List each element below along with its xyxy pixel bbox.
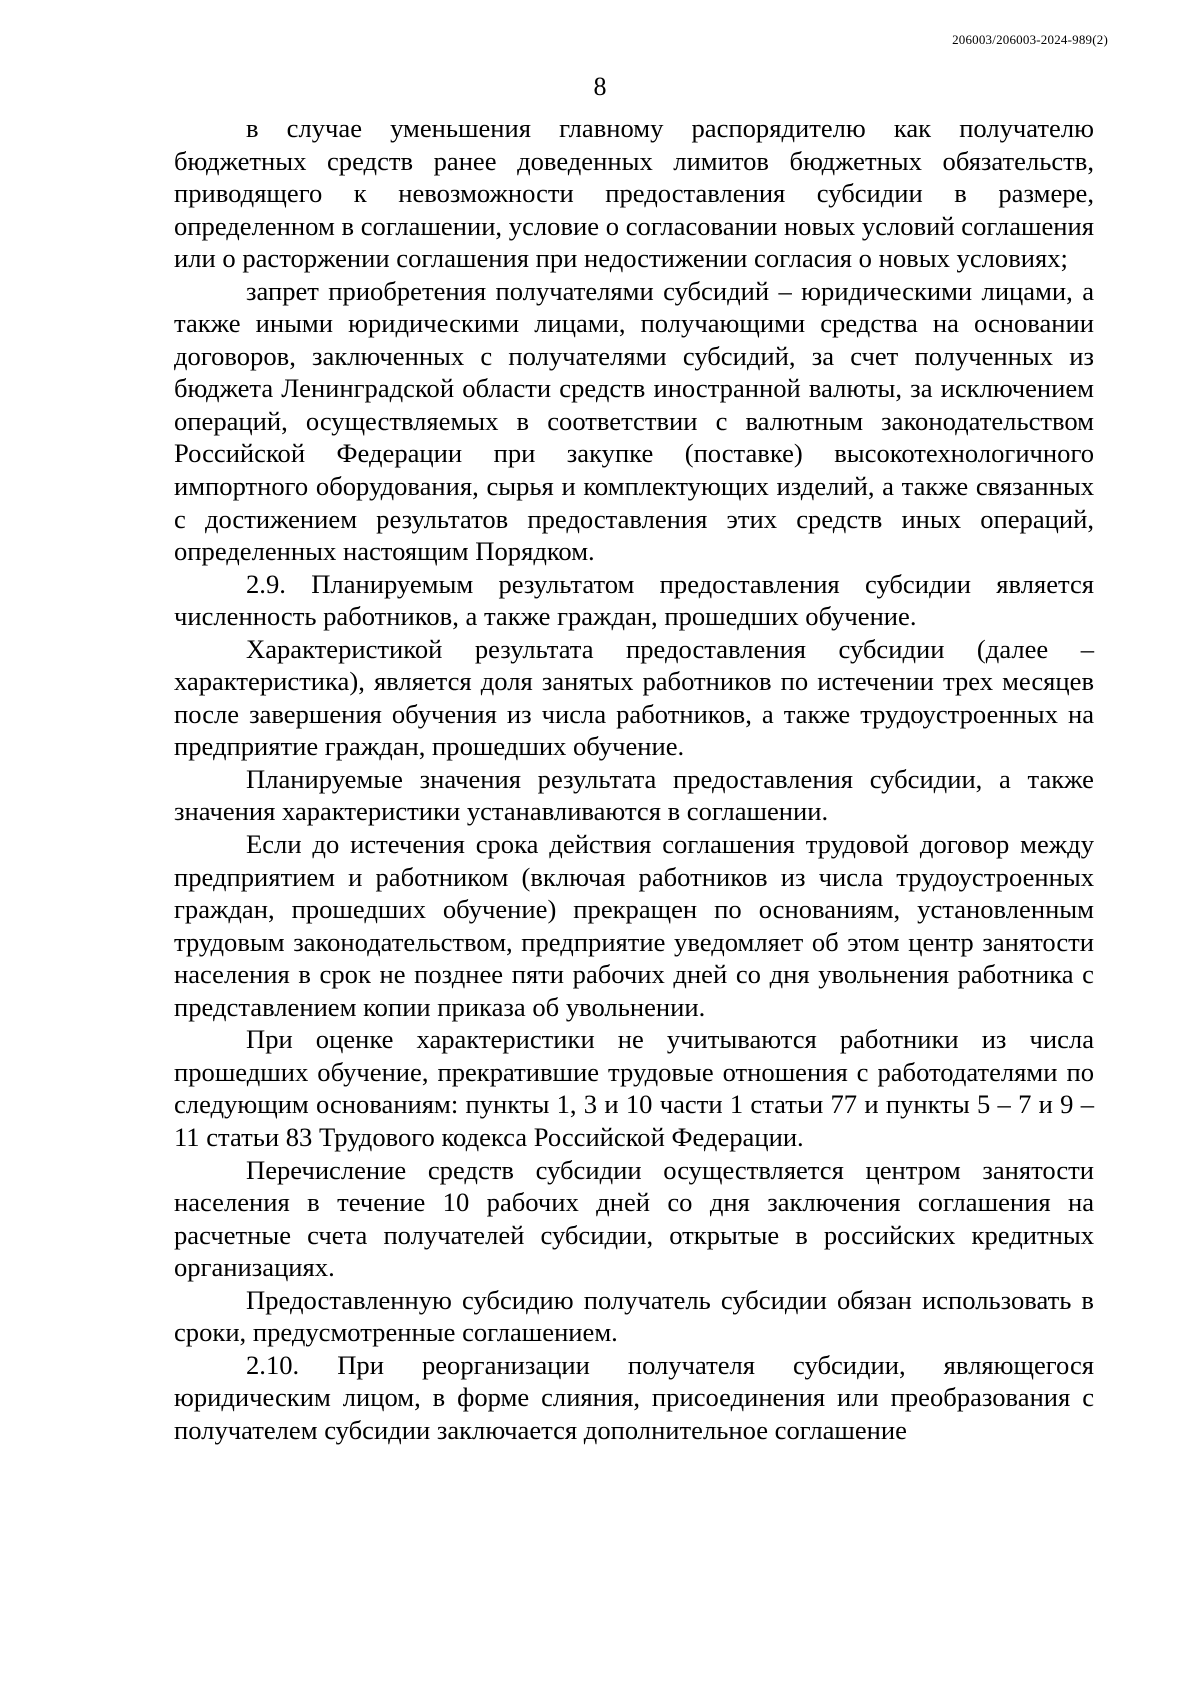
paragraph: При оценке характеристики не учитываются работники из числа прошедших обучение, прекратившие трудовые отношения с работодателями по следующим основаниям: пункты 1, 3 и 10 части 1 статьи 77 и пункты 5 – 7 и 9 – 11 статьи 83 Трудового кодекса Российской Федерации. xyxy=(174,1024,1094,1152)
paragraph: 2.9. Планируемым результатом предоставления субсидии является численность работников, а также граждан, прошедших обучение. xyxy=(174,568,1094,632)
paragraph: 2.10. При реорганизации получателя субсидии, являющегося юридическим лицом, в форме слияния, присоединения или преобразования с получателем субсидии заключается дополнительное соглашение xyxy=(174,1349,1094,1445)
paragraph: Характеристикой результата предоставления субсидии (далее – характеристика), является доля занятых работников по истечении трех месяцев после завершения обучения из числа работников, а также трудоустроенных на предприятие граждан, прошедших обучение. xyxy=(174,633,1094,762)
paragraph: запрет приобретения получателями субсидий – юридическими лицами, а также иными юридическими лицами, получающими средства на основании договоров, заключенных с получателями субсидий, за счет полученных из бюджета Ленинградской области средств иностранной валюты, за исключением операций, осуществляемых в соответствии с валютным законодательством Российской Федерации при закупке (поставке) высокотехнологичного импортного оборудования, сырья и комплектующих изделий, а также связанных с достижением результатов предоставления этих средств иных операций, определенных настоящим Порядком. xyxy=(174,275,1094,567)
paragraph: Предоставленную субсидию получатель субсидии обязан использовать в сроки, предусмотренные соглашением. xyxy=(174,1284,1094,1348)
paragraph: Если до истечения срока действия соглашения трудовой договор между предприятием и работником (включая работников из числа трудоустроенных граждан, прошедших обучение) прекращен по основаниям, установленным трудовым законодательством, предприятие уведомляет об этом центр занятости населения в срок не позднее пяти рабочих дней со дня увольнения работника с представлением копии приказа об увольнении. xyxy=(174,829,1094,1022)
paragraph: в случае уменьшения главному распорядителю как получателю бюджетных средств ранее доведенных лимитов бюджетных обязательств, приводящего к невозможности предоставления субсидии в размере, определенном в соглашении, условие о согласовании новых условий соглашения или о расторжении соглашения при недостижении согласия о новых условиях; xyxy=(174,113,1094,274)
document-body xyxy=(174,112,1094,1446)
paragraph: Планируемые значения результата предоставления субсидии, а также значения характеристики устанавливаются в соглашении. xyxy=(174,763,1094,827)
document-id: 206003/206003-2024-989(2) xyxy=(952,32,1108,47)
page-number: 8 xyxy=(593,72,607,101)
paragraph: Перечисление средств субсидии осуществляется центром занятости населения в течение 10 рабочих дней со дня заключения соглашения на расчетные счета получателей субсидии, открытые в российских кредитных организациях. xyxy=(174,1154,1094,1283)
